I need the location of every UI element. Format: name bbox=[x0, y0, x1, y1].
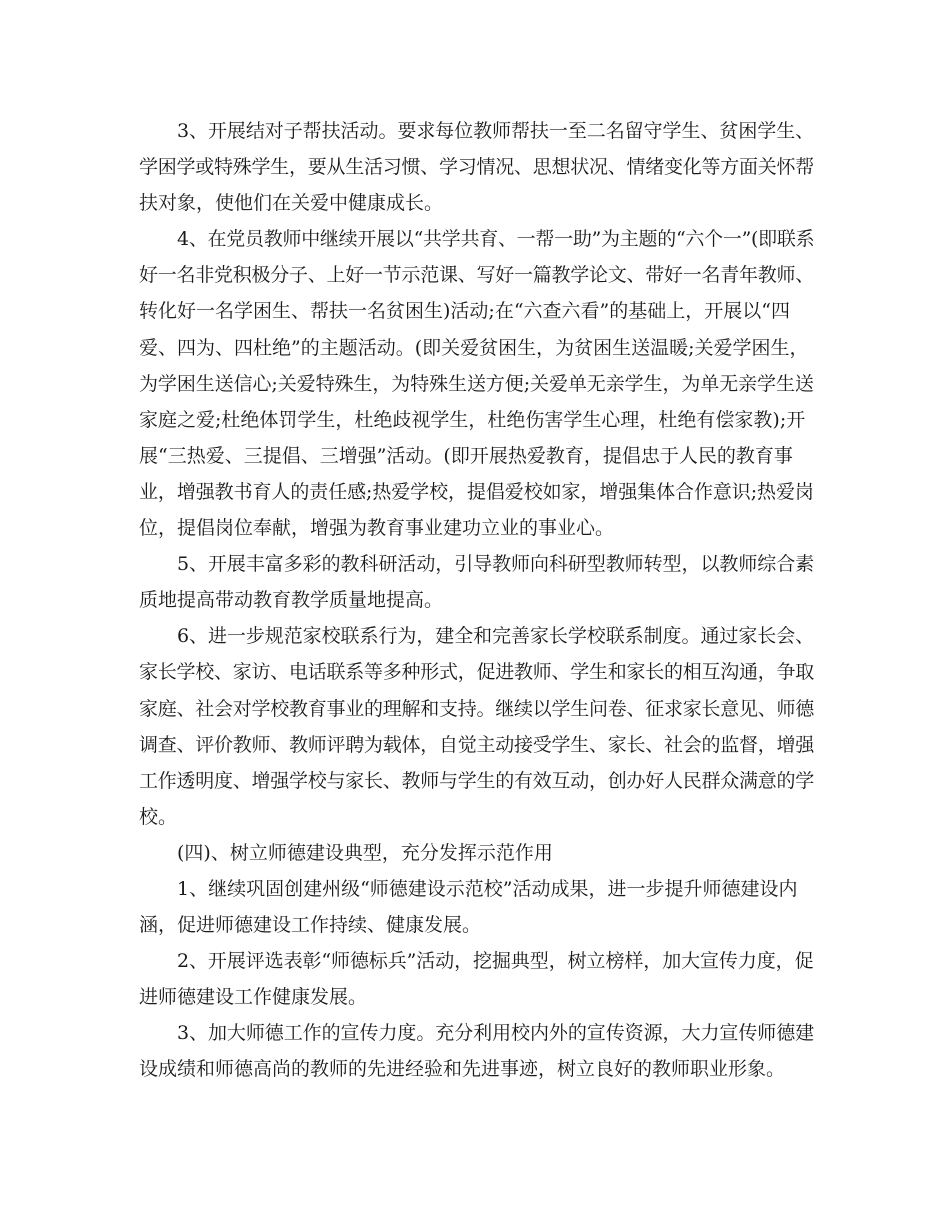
text-line: 质地提高带动教育教学质量地提高。 bbox=[139, 589, 444, 612]
text-line: 家长学校、家访、电话联系等多种形式，促进教师、学生和家长的相互沟通，争取 bbox=[139, 661, 815, 684]
text-line: 3、加大师德工作的宣传力度。充分利用校内外的宣传资源，大力宣传师德建 bbox=[177, 1022, 815, 1045]
text-line: 扶对象，使他们在关爱中健康成长。 bbox=[139, 192, 444, 215]
text-line: 1、继续巩固创建州级“师德建设示范校”活动成果，进一步提升师德建设内 bbox=[177, 877, 798, 900]
text-line: 2、开展评选表彰“师德标兵”活动，挖掘典型，树立榜样，加大宣传力度，促 bbox=[177, 950, 814, 973]
text-line: 3、开展结对子帮扶活动。要求每位教师帮扶一至二名留守学生、贫困学生、 bbox=[177, 120, 815, 142]
text-line: 家庭、社会对学校教育事业的理解和支持。继续以学生问卷、征求家长意见、师德 bbox=[139, 697, 815, 720]
text-line: 进师德建设工作健康发展。 bbox=[139, 986, 368, 1009]
text-line: 涵，促进师德建设工作持续、健康发展。 bbox=[139, 914, 482, 937]
text-line: 转化好一名学困生、帮扶一名贫困生)活动;在“六查六看”的基础上，开展以“四 bbox=[139, 300, 790, 323]
text-line: 展“三热爱、三提倡、三增强”活动。(即开展热爱教育，提倡忠于人民的教育事 bbox=[139, 444, 793, 467]
paragraph-model-school bbox=[139, 871, 814, 943]
text-line: 爱、四为、四杜绝”的主题活动。(即关爱贫困生，为贫困生送温暖;关爱学困生， bbox=[139, 336, 809, 359]
paragraph-party-member-activities bbox=[139, 221, 814, 546]
document-body bbox=[139, 113, 814, 1088]
text-line: 业，增强教书育人的责任感;热爱学校，提倡爱校如家，增强集体合作意识;热爱岗 bbox=[139, 480, 814, 503]
paragraph-home-school-contact bbox=[139, 618, 814, 835]
text-line: 4、在党员教师中继续开展以“共学共育、一帮一助”为主题的“六个一”(即联系 bbox=[177, 228, 815, 251]
text-line: 好一名非党积极分子、上好一节示范课、写好一篇教学论文、带好一名青年教师、 bbox=[139, 264, 815, 287]
text-line: 设成绩和师德高尚的教师的先进经验和先进事迹，树立良好的教师职业形象。 bbox=[139, 1058, 786, 1081]
text-line: 6、进一步规范家校联系行为，建全和完善家长学校联系制度。通过家长会、 bbox=[177, 625, 815, 648]
text-line: 调查、评价教师、教师评聘为载体，自觉主动接受学生、家长、社会的监督，增强 bbox=[139, 733, 815, 756]
text-line: 工作透明度、增强学校与家长、教师与学生的有效互动，创办好人民群众满意的学 bbox=[139, 769, 815, 792]
text-line: 5、开展丰富多彩的教科研活动，引导教师向科研型教师转型，以教师综合素 bbox=[177, 553, 815, 576]
text-line: 家庭之爱;杜绝体罚学生，杜绝歧视学生，杜绝伤害学生心理，杜绝有偿家教);开 bbox=[139, 408, 806, 431]
paragraph-pairing-assistance bbox=[139, 113, 814, 221]
paragraph-ethics-exemplar bbox=[139, 943, 814, 1015]
text-line: 位，提倡岗位奉献，增强为教育事业建功立业的事业心。 bbox=[139, 517, 615, 540]
paragraph-publicity bbox=[139, 1015, 814, 1087]
section-heading-four: (四)、树立师德建设典型，充分发挥示范作用 bbox=[177, 841, 553, 864]
text-line: 校。 bbox=[139, 805, 178, 828]
text-line: 学困学或特殊学生，要从生活习惯、学习情况、思想状况、情绪变化等方面关怀帮 bbox=[139, 156, 815, 179]
paragraph-research-activities bbox=[139, 546, 814, 618]
text-line: 为学困生送信心;关爱特殊生，为特殊生送方便;关爱单无亲学生，为单无亲学生送 bbox=[139, 372, 814, 395]
